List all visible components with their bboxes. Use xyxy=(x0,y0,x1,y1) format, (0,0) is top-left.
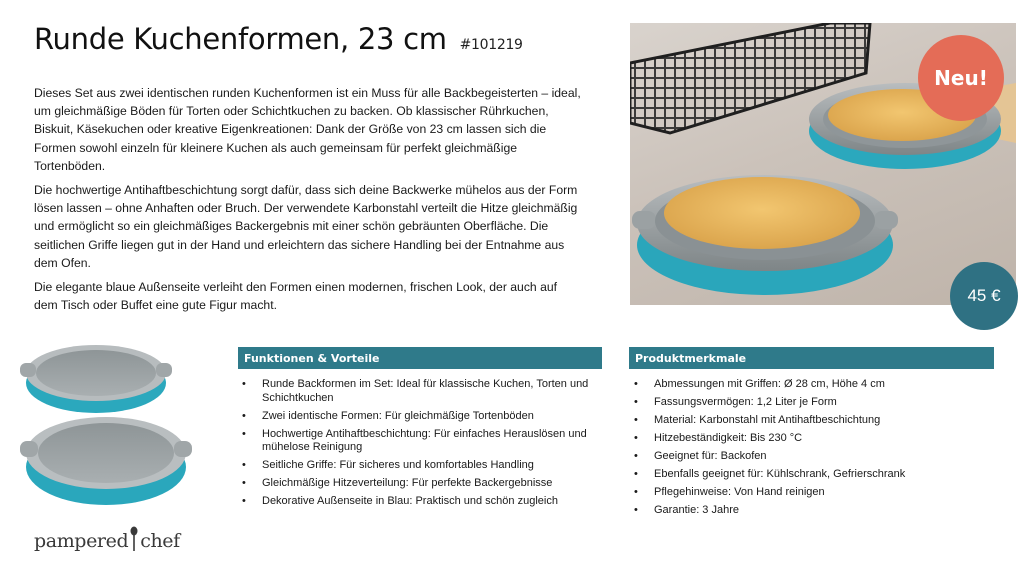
features-heading: Funktionen & Vorteile xyxy=(238,347,602,369)
product-sku: #101219 xyxy=(459,37,523,53)
list-item: • Hochwertige Antihaftbeschichtung: Für einfaches Herauslösen und mühelose Reinigung xyxy=(238,428,606,455)
list-item: • Hitzebeständigkeit: Bis 230 °C xyxy=(630,432,1010,446)
specs-list xyxy=(630,378,1010,522)
description-paragraph: Die hochwertige Antihaftbeschichtung sorgt dafür, dass sich deine Backwerke mühelos aus der Form lösen lassen – ohne Anhaften oder Bruch. Der verwendete Karbonstahl verteilt die Hitze gleichmäßig und ermöglicht so ein gleichmäßiges Backergebnis mit einer schön gebräunten Oberfläche. Die seitlichen Griffe liegen gut in der Hand und erleichtern das sichere Handling bei der Entnahme aus dem Ofen. xyxy=(34,183,578,270)
price-badge: 45 € xyxy=(950,262,1018,330)
list-item: • Garantie: 3 Jahre xyxy=(630,504,1010,518)
features-list xyxy=(238,378,606,513)
brand-logo xyxy=(34,526,180,552)
description-paragraph: Dieses Set aus zwei identischen runden Kuchenformen ist ein Muss für alle Backbegeisterten – ideal, um gleichmäßige Böden für Torten oder Schichtkuchen zu backen. Ob klassischer Rührkuchen, Biskuit, Käsekuchen oder kreative Eigenkreationen: Dank der Größe von 23 cm lassen sich die Formen sowohl einzeln für kleinere Kuchen als auch gemeinsam für perfekt gleichmäßige Tortenböden. xyxy=(34,86,581,173)
logo-text-left: pampered xyxy=(34,530,129,552)
description-paragraph: Die elegante blaue Außenseite verleiht den Formen einen modernen, frischen Look, der auch auf dem Tisch oder Buffet eine gute Figur macht. xyxy=(34,280,558,313)
list-item: • Gleichmäßige Hitzeverteilung: Für perfekte Backergebnisse xyxy=(238,477,606,491)
new-badge: Neu! xyxy=(918,35,1004,121)
list-item: • Pflegehinweise: Von Hand reinigen xyxy=(630,486,1010,500)
list-item: • Ebenfalls geeignet für: Kühlschrank, Gefrierschrank xyxy=(630,468,1010,482)
spoon-icon xyxy=(129,526,139,552)
list-item: • Geeignet für: Backofen xyxy=(630,450,1010,464)
specs-heading: Produktmerkmale xyxy=(629,347,994,369)
empty-pans-image xyxy=(16,335,196,515)
list-item: • Abmessungen mit Griffen: Ø 28 cm, Höhe 4 cm xyxy=(630,378,1010,392)
list-item: • Zwei identische Formen: Für gleichmäßige Tortenböden xyxy=(238,410,606,424)
product-description xyxy=(34,84,584,320)
page-title xyxy=(34,22,523,56)
list-item: • Dekorative Außenseite in Blau: Praktisch und schön zugleich xyxy=(238,495,606,509)
front-cake xyxy=(664,177,860,249)
list-item: • Seitliche Griffe: Für sicheres und komfortables Handling xyxy=(238,459,606,473)
list-item: • Material: Karbonstahl mit Antihaftbeschichtung xyxy=(630,414,1010,428)
logo-text-right: chef xyxy=(140,530,180,552)
list-item: • Fassungsvermögen: 1,2 Liter je Form xyxy=(630,396,1010,410)
product-title: Runde Kuchenformen, 23 cm xyxy=(34,22,447,56)
list-item: • Runde Backformen im Set: Ideal für klassische Kuchen, Torten und Schichtkuchen xyxy=(238,378,606,405)
